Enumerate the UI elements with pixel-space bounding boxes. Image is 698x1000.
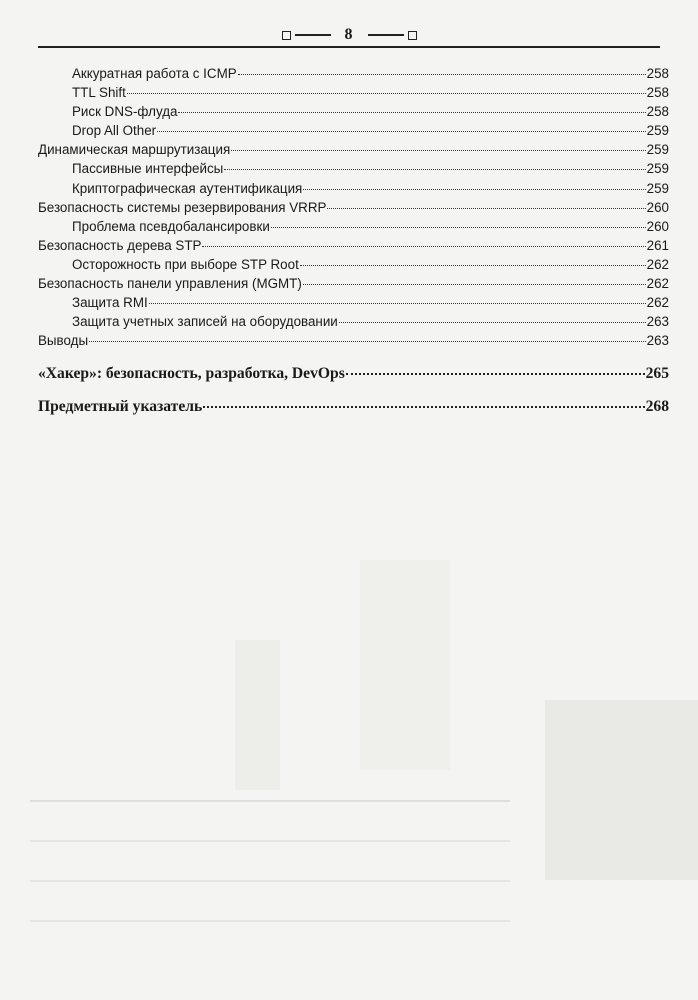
toc-entry	[38, 102, 669, 121]
toc-entry	[38, 274, 669, 293]
toc-entry-page: 263	[646, 333, 669, 349]
toc-entry-title: Проблема псевдобалансировки	[72, 218, 270, 234]
ornament-square-left	[282, 31, 291, 40]
toc-entry-page: 260	[646, 199, 669, 215]
table-of-contents	[38, 64, 669, 417]
toc-entry-page: 262	[646, 276, 669, 292]
dot-leader	[89, 340, 646, 342]
toc-entry	[38, 331, 669, 350]
page-number-ornament	[38, 26, 660, 44]
dot-leader	[300, 264, 646, 266]
toc-chapter-title: «Хакер»: безопасность, разработка, DevOps	[38, 365, 345, 383]
dot-leader	[127, 92, 646, 94]
bleed-through-shade	[545, 700, 698, 880]
dot-leader	[238, 73, 646, 75]
toc-entry-page: 262	[646, 256, 669, 272]
bleed-through-line	[30, 880, 510, 882]
dot-leader	[303, 188, 645, 190]
dot-leader	[271, 226, 646, 228]
toc-entry-title: Защита RMI	[72, 295, 148, 311]
toc-entry-page: 258	[646, 104, 669, 120]
dot-leader	[346, 372, 645, 375]
toc-chapter-page: 268	[645, 398, 669, 416]
bleed-through-shade	[235, 640, 280, 790]
dot-leader	[157, 130, 646, 132]
dot-leader	[303, 283, 646, 285]
ornament-dash-left	[295, 34, 331, 36]
ornament-square-right	[408, 31, 417, 40]
dot-leader	[178, 111, 645, 113]
dot-leader	[203, 405, 644, 408]
toc-entry-page: 263	[646, 314, 669, 330]
toc-chapter-page: 265	[645, 365, 669, 383]
toc-entry	[38, 140, 669, 159]
toc-entry	[38, 159, 669, 178]
dot-leader	[224, 168, 645, 170]
toc-entry-page: 262	[646, 295, 669, 311]
toc-entry-title: Безопасность панели управления (MGMT)	[38, 276, 302, 292]
dot-leader	[339, 321, 646, 323]
toc-entry-page: 259	[646, 123, 669, 139]
page-number: 8	[344, 26, 354, 43]
toc-entry	[38, 293, 669, 312]
toc-entry-page: 258	[646, 66, 669, 81]
toc-entry	[38, 255, 669, 274]
page-header	[38, 22, 660, 48]
toc-entry	[38, 198, 669, 217]
toc-entry-title: Безопасность дерева STP	[38, 237, 202, 253]
toc-entry	[38, 64, 669, 83]
toc-entry	[38, 236, 669, 255]
toc-entry	[38, 312, 669, 331]
bleed-through-line	[30, 920, 510, 922]
header-rule	[38, 46, 660, 48]
toc-chapter-entry	[38, 397, 669, 417]
toc-entry-title: Осторожность при выборе STP Root	[72, 256, 299, 272]
toc-entry-page: 258	[646, 85, 669, 101]
dot-leader	[202, 245, 645, 247]
dot-leader	[149, 302, 646, 304]
toc-entry-title: Выводы	[38, 333, 89, 349]
toc-entry-title: Риск DNS-флуда	[72, 104, 178, 120]
toc-entry	[38, 121, 669, 140]
toc-chapter-entry	[38, 364, 669, 384]
toc-entry	[38, 217, 669, 236]
dot-leader	[231, 149, 645, 151]
bleed-through-shade	[360, 560, 450, 770]
toc-entry	[38, 179, 669, 198]
toc-entry-page: 259	[646, 161, 669, 177]
toc-entry-page: 259	[646, 180, 669, 196]
toc-entry-title: Защита учетных записей на оборудовании	[72, 314, 338, 330]
bleed-through-line	[30, 840, 510, 842]
toc-entry-title: Динамическая маршрутизация	[38, 142, 231, 158]
toc-entry-page: 259	[646, 142, 669, 158]
ornament-dash-right	[368, 34, 404, 36]
bleed-through-line	[30, 800, 510, 802]
toc-chapter-title: Предметный указатель	[38, 398, 203, 416]
toc-entry-page: 261	[646, 237, 669, 253]
toc-entry-title: Пассивные интерфейсы	[72, 161, 224, 177]
toc-entry-title: Безопасность системы резервирования VRRP	[38, 199, 327, 215]
toc-entry-title: Криптографическая аутентификация	[72, 180, 303, 196]
toc-entry-title: Drop All Other	[72, 123, 157, 139]
toc-entry-title: Аккуратная работа с ICMP	[72, 66, 237, 81]
dot-leader	[327, 207, 645, 209]
toc-entry-page: 260	[646, 218, 669, 234]
toc-entry-title: TTL Shift	[72, 85, 126, 101]
toc-entry	[38, 83, 669, 102]
